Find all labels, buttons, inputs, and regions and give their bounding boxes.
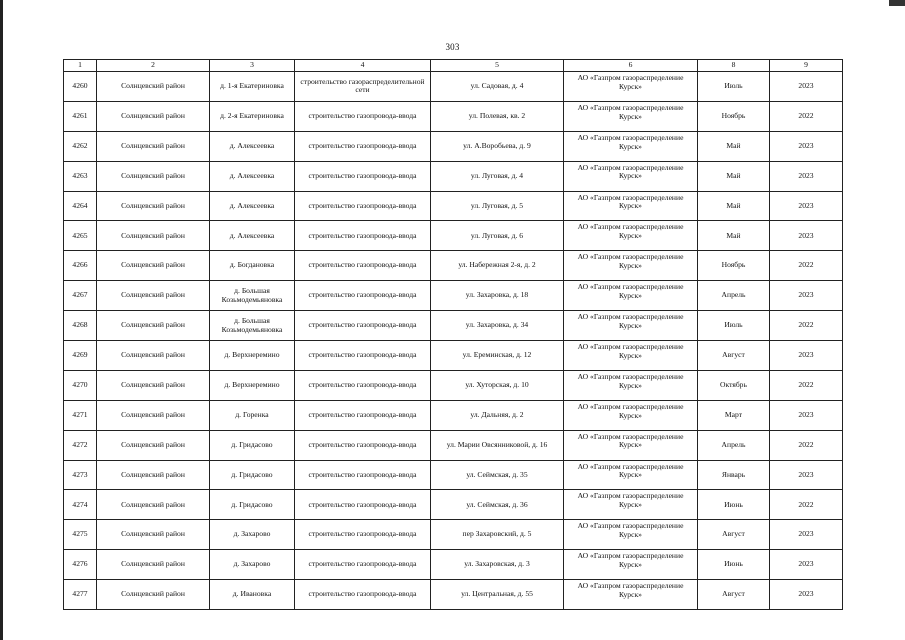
work-type-cell: строительство газопровода-ввода [295, 131, 431, 161]
year-cell: 2023 [770, 520, 843, 550]
locality-cell: д. Гридасово [210, 430, 295, 460]
column-header: 1 [64, 60, 97, 72]
table-row [64, 370, 843, 400]
work-type-cell: строительство газопровода-ввода [295, 400, 431, 430]
address-cell: ул. А.Воробьева, д. 9 [431, 131, 564, 161]
work-type-cell: строительство газопровода-ввода [295, 341, 431, 371]
work-type-cell: строительство газопровода-ввода [295, 430, 431, 460]
row-number-cell: 4261 [64, 101, 97, 131]
page-number: 303 [445, 42, 460, 52]
month-cell: Июнь [698, 550, 770, 580]
table-row [64, 430, 843, 460]
table-row [64, 72, 843, 102]
operator-cell: АО «Газпром газораспределение Курск» [564, 580, 698, 610]
locality-cell: д. Большая Козьмодемьяновка [210, 311, 295, 341]
work-type-cell: строительство газопровода-ввода [295, 251, 431, 281]
table-row [64, 191, 843, 221]
work-type-cell: строительство газопровода-ввода [295, 101, 431, 131]
operator-cell: АО «Газпром газораспределение Курск» [564, 131, 698, 161]
year-cell: 2023 [770, 341, 843, 371]
operator-cell: АО «Газпром газораспределение Курск» [564, 550, 698, 580]
year-cell: 2022 [770, 311, 843, 341]
table-header-row [64, 60, 843, 72]
address-cell: ул. Сеймская, д. 35 [431, 460, 564, 490]
locality-cell: д. Гридасово [210, 460, 295, 490]
month-cell: Апрель [698, 281, 770, 311]
operator-cell: АО «Газпром газораспределение Курск» [564, 251, 698, 281]
operator-cell: АО «Газпром газораспределение Курск» [564, 281, 698, 311]
work-type-cell: строительство газопровода-ввода [295, 520, 431, 550]
year-cell: 2023 [770, 460, 843, 490]
row-number-cell: 4273 [64, 460, 97, 490]
year-cell: 2022 [770, 101, 843, 131]
operator-cell: АО «Газпром газораспределение Курск» [564, 101, 698, 131]
locality-cell: д. Ивановка [210, 580, 295, 610]
district-cell: Солнцевский район [97, 370, 210, 400]
table-row [64, 490, 843, 520]
district-cell: Солнцевский район [97, 550, 210, 580]
work-type-cell: строительство газопровода-ввода [295, 221, 431, 251]
month-cell: Октябрь [698, 370, 770, 400]
work-type-cell: строительство газопровода-ввода [295, 580, 431, 610]
table-row [64, 281, 843, 311]
district-cell: Солнцевский район [97, 161, 210, 191]
address-cell: ул. Ереминская, д. 12 [431, 341, 564, 371]
locality-cell: д. Большая Козьмодемьяновка [210, 281, 295, 311]
address-cell: ул. Захаровка, д. 34 [431, 311, 564, 341]
district-cell: Солнцевский район [97, 490, 210, 520]
operator-cell: АО «Газпром газораспределение Курск» [564, 460, 698, 490]
locality-cell: д. Алексеевка [210, 221, 295, 251]
table-row [64, 400, 843, 430]
table-row [64, 101, 843, 131]
address-cell: ул. Луговая, д. 5 [431, 191, 564, 221]
address-cell: ул. Дальняя, д. 2 [431, 400, 564, 430]
locality-cell: д. Верхнеремино [210, 341, 295, 371]
district-cell: Солнцевский район [97, 221, 210, 251]
work-type-cell: строительство газопровода-ввода [295, 370, 431, 400]
year-cell: 2023 [770, 161, 843, 191]
address-cell: ул. Луговая, д. 4 [431, 161, 564, 191]
address-cell: ул. Хуторская, д. 10 [431, 370, 564, 400]
row-number-cell: 4275 [64, 520, 97, 550]
year-cell: 2023 [770, 191, 843, 221]
district-cell: Солнцевский район [97, 72, 210, 102]
column-header: 2 [97, 60, 210, 72]
locality-cell: д. Гридасово [210, 490, 295, 520]
month-cell: Май [698, 131, 770, 161]
column-header: 8 [698, 60, 770, 72]
year-cell: 2023 [770, 400, 843, 430]
operator-cell: АО «Газпром газораспределение Курск» [564, 341, 698, 371]
work-type-cell: строительство газопровода-ввода [295, 460, 431, 490]
address-cell: ул. Набережная 2-я, д. 2 [431, 251, 564, 281]
operator-cell: АО «Газпром газораспределение Курск» [564, 161, 698, 191]
row-number-cell: 4277 [64, 580, 97, 610]
row-number-cell: 4268 [64, 311, 97, 341]
district-cell: Солнцевский район [97, 191, 210, 221]
operator-cell: АО «Газпром газораспределение Курск» [564, 311, 698, 341]
row-number-cell: 4270 [64, 370, 97, 400]
month-cell: Июль [698, 72, 770, 102]
address-cell: ул. Марии Овсянниковой, д. 16 [431, 430, 564, 460]
row-number-cell: 4269 [64, 341, 97, 371]
operator-cell: АО «Газпром газораспределение Курск» [564, 520, 698, 550]
table-row [64, 580, 843, 610]
locality-cell: д. Алексеевка [210, 161, 295, 191]
work-type-cell: строительство газопровода-ввода [295, 490, 431, 520]
month-cell: Июль [698, 311, 770, 341]
address-cell: ул. Полевая, кв. 2 [431, 101, 564, 131]
column-header: 4 [295, 60, 431, 72]
address-cell: пер Захаровский, д. 5 [431, 520, 564, 550]
work-type-cell: строительство газопровода-ввода [295, 550, 431, 580]
row-number-cell: 4266 [64, 251, 97, 281]
address-cell: ул. Захаровка, д. 18 [431, 281, 564, 311]
year-cell: 2023 [770, 72, 843, 102]
table-row [64, 251, 843, 281]
month-cell: Июнь [698, 490, 770, 520]
work-type-cell: строительство газопровода-ввода [295, 161, 431, 191]
column-header: 3 [210, 60, 295, 72]
operator-cell: АО «Газпром газораспределение Курск» [564, 400, 698, 430]
year-cell: 2022 [770, 370, 843, 400]
operator-cell: АО «Газпром газораспределение Курск» [564, 370, 698, 400]
column-header: 9 [770, 60, 843, 72]
row-number-cell: 4274 [64, 490, 97, 520]
locality-cell: д. Богдановка [210, 251, 295, 281]
table-row [64, 311, 843, 341]
row-number-cell: 4260 [64, 72, 97, 102]
locality-cell: д. Захарово [210, 550, 295, 580]
month-cell: Май [698, 191, 770, 221]
operator-cell: АО «Газпром газораспределение Курск» [564, 490, 698, 520]
district-cell: Солнцевский район [97, 400, 210, 430]
month-cell: Август [698, 341, 770, 371]
gas-pipeline-registry-table [63, 59, 843, 610]
row-number-cell: 4262 [64, 131, 97, 161]
scan-page-edge [0, 0, 3, 640]
month-cell: Май [698, 161, 770, 191]
row-number-cell: 4271 [64, 400, 97, 430]
scan-corner-mark [889, 0, 905, 6]
table-row [64, 460, 843, 490]
district-cell: Солнцевский район [97, 520, 210, 550]
locality-cell: д. Горенка [210, 400, 295, 430]
month-cell: Апрель [698, 430, 770, 460]
table-row [64, 221, 843, 251]
district-cell: Солнцевский район [97, 460, 210, 490]
table-row [64, 550, 843, 580]
year-cell: 2022 [770, 251, 843, 281]
address-cell: ул. Садовая, д. 4 [431, 72, 564, 102]
table-body [64, 72, 843, 610]
address-cell: ул. Центральная, д. 55 [431, 580, 564, 610]
year-cell: 2022 [770, 490, 843, 520]
table-row [64, 131, 843, 161]
district-cell: Солнцевский район [97, 251, 210, 281]
month-cell: Ноябрь [698, 101, 770, 131]
address-cell: ул. Луговая, д. 6 [431, 221, 564, 251]
year-cell: 2023 [770, 281, 843, 311]
year-cell: 2023 [770, 131, 843, 161]
locality-cell: д. Верхнеремино [210, 370, 295, 400]
month-cell: Май [698, 221, 770, 251]
locality-cell: д. Алексеевка [210, 131, 295, 161]
year-cell: 2022 [770, 430, 843, 460]
operator-cell: АО «Газпром газораспределение Курск» [564, 191, 698, 221]
month-cell: Август [698, 580, 770, 610]
year-cell: 2023 [770, 221, 843, 251]
row-number-cell: 4263 [64, 161, 97, 191]
column-header: 5 [431, 60, 564, 72]
address-cell: ул. Сеймская, д. 36 [431, 490, 564, 520]
column-header: 6 [564, 60, 698, 72]
district-cell: Солнцевский район [97, 101, 210, 131]
district-cell: Солнцевский район [97, 430, 210, 460]
row-number-cell: 4272 [64, 430, 97, 460]
month-cell: Январь [698, 460, 770, 490]
district-cell: Солнцевский район [97, 131, 210, 161]
work-type-cell: строительство газопровода-ввода [295, 281, 431, 311]
address-cell: ул. Захаровская, д. 3 [431, 550, 564, 580]
locality-cell: д. 1-я Екатериновка [210, 72, 295, 102]
locality-cell: д. 2-я Екатериновка [210, 101, 295, 131]
row-number-cell: 4265 [64, 221, 97, 251]
work-type-cell: строительство газопровода-ввода [295, 191, 431, 221]
month-cell: Ноябрь [698, 251, 770, 281]
operator-cell: АО «Газпром газораспределение Курск» [564, 430, 698, 460]
year-cell: 2023 [770, 550, 843, 580]
district-cell: Солнцевский район [97, 311, 210, 341]
year-cell: 2023 [770, 580, 843, 610]
locality-cell: д. Захарово [210, 520, 295, 550]
month-cell: Август [698, 520, 770, 550]
row-number-cell: 4276 [64, 550, 97, 580]
locality-cell: д. Алексеевка [210, 191, 295, 221]
district-cell: Солнцевский район [97, 580, 210, 610]
row-number-cell: 4267 [64, 281, 97, 311]
table-row [64, 341, 843, 371]
district-cell: Солнцевский район [97, 341, 210, 371]
table-row [64, 161, 843, 191]
month-cell: Март [698, 400, 770, 430]
operator-cell: АО «Газпром газораспределение Курск» [564, 221, 698, 251]
row-number-cell: 4264 [64, 191, 97, 221]
table-row [64, 520, 843, 550]
operator-cell: АО «Газпром газораспределение Курск» [564, 72, 698, 102]
work-type-cell: строительство газораспределительной сети [295, 72, 431, 102]
work-type-cell: строительство газопровода-ввода [295, 311, 431, 341]
district-cell: Солнцевский район [97, 281, 210, 311]
